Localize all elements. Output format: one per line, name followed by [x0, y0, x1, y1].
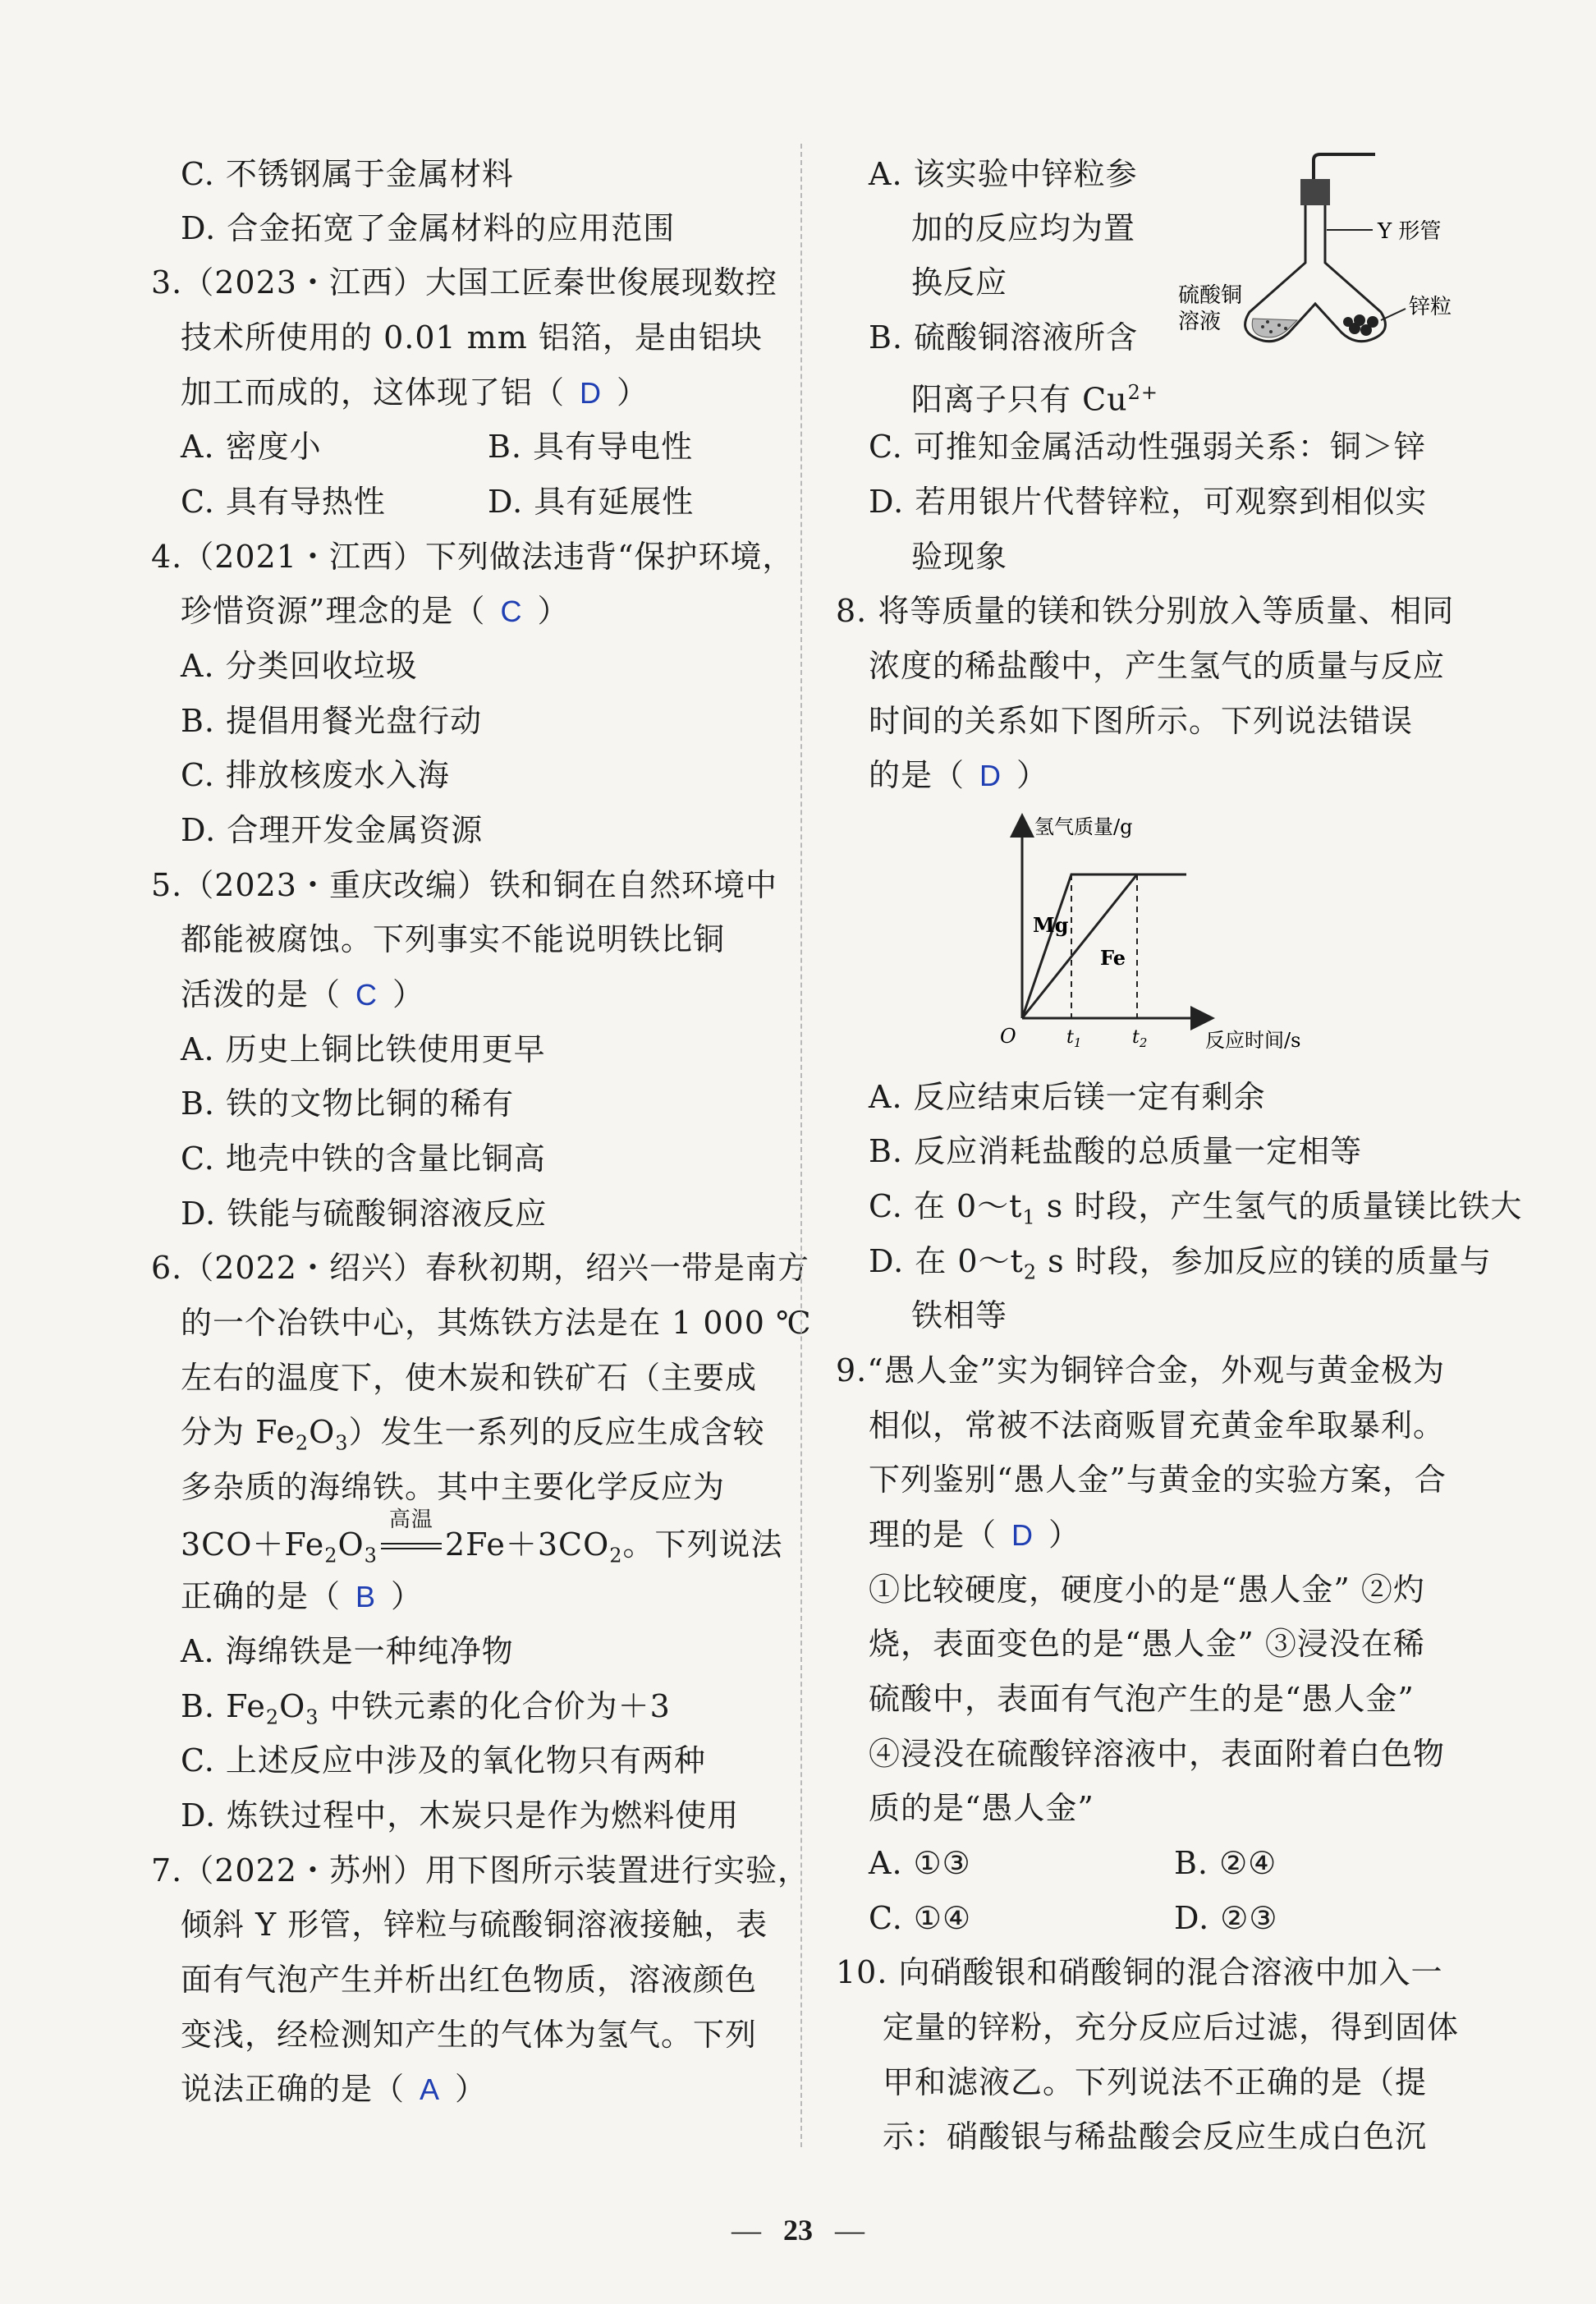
y-tube-apparatus	[1174, 148, 1470, 361]
q7-option-a: 加的反应均为置	[911, 210, 1136, 246]
q5-option-a: A. 历史上铜比铁使用更早	[181, 1031, 546, 1067]
series-label-fe: Fe	[1100, 946, 1126, 970]
q8-stem: 的是（ D ）	[869, 757, 1049, 793]
q7-option-a: 换反应	[911, 264, 1008, 301]
q10-stem: 甲和滤液乙。下列说法不正确的是（提	[883, 2064, 1428, 2100]
label-cuso4: 溶液	[1178, 310, 1222, 334]
q5-stem: 活泼的是（ C ）	[181, 976, 425, 1012]
q6-stem: 的一个冶铁中心，其炼铁方法是在 1 000 ℃	[181, 1305, 812, 1341]
q8-answer: D	[979, 759, 1002, 792]
q9-option-a: A. ①③	[869, 1845, 971, 1881]
q7-answer: A	[420, 2072, 441, 2106]
q7-option-d: D. 若用银片代替锌粒，可观察到相似实	[869, 484, 1428, 520]
q4-answer: C	[500, 594, 523, 628]
q3-stem: 技术所使用的 0.01 mm 铝箔，是由铝块	[181, 319, 763, 356]
q7-option-b: 阳离子只有 $Cu^{2+}$	[911, 381, 1159, 418]
label-zinc: 锌粒	[1409, 295, 1452, 319]
q7-option-d: 验现象	[911, 539, 1008, 575]
q4-stem: 珍惜资源”理念的是（ C ）	[181, 593, 570, 629]
q5-option-d: D. 铁能与硫酸铜溶液反应	[181, 1196, 548, 1232]
q9-statement: 烧，表面变色的是“愚人金” ③浸没在稀	[869, 1626, 1425, 1662]
q7-stem: 说法正确的是（ A ）	[181, 2071, 488, 2107]
x-tick-t1: $t_1$	[1066, 1027, 1082, 1050]
q6-answer: B	[355, 1580, 377, 1613]
q8-stem: 时间的关系如下图所示。下列说法错误	[869, 703, 1414, 739]
q5-stem: 5.（2023・重庆改编）铁和铜在自然环境中	[151, 867, 777, 903]
q9-option-c: C. ①④	[869, 1900, 972, 1936]
q3-option-d: D. 具有延展性	[488, 484, 695, 520]
q9-stem: 理的是（ D ）	[869, 1517, 1081, 1553]
q7-option-b: B. 硫酸铜溶液所含	[869, 319, 1139, 356]
q6-equation: $3CO+Fe_2O_3$ 高温 $2Fe+3CO_2$。下列说法	[181, 1508, 783, 1567]
page-number: — 23 —	[732, 2214, 864, 2247]
q3-answer: D	[580, 376, 603, 410]
q5-answer: C	[355, 978, 378, 1012]
q9-stem: 下列鉴别“愚人金”与黄金的实验方案，合	[869, 1462, 1447, 1498]
q10-stem: 示：硝酸银与稀盐酸会反应生成白色沉	[883, 2118, 1428, 2155]
q6-option-b: B. $Fe_2O_3$ 中铁元素的化合价为＋3	[181, 1688, 671, 1729]
series-label-mg: Mg	[1033, 913, 1069, 937]
q5-stem: 都能被腐蚀。下列事实不能说明铁比铜	[181, 921, 726, 957]
q9-statement: 质的是“愚人金”	[869, 1790, 1094, 1826]
q9-option-d: D. ②③	[1174, 1900, 1278, 1936]
q9-answer: D	[1011, 1518, 1034, 1552]
q10-stem: 定量的锌粉，充分反应后过滤，得到固体	[883, 2009, 1460, 2045]
reaction-condition: 高温	[378, 1525, 445, 1564]
q6-stem: 多杂质的海绵铁。其中主要化学反应为	[181, 1469, 726, 1505]
q4-stem: 4.（2021・江西）下列做法违背“保护环境，	[151, 539, 795, 575]
q3-stem: 加工而成的，这体现了铝（ D ）	[181, 374, 649, 411]
q6-option-a: A. 海绵铁是一种纯净物	[181, 1633, 514, 1669]
label-y-tube: Y 形管	[1378, 219, 1442, 244]
q5-option-c: C. 地壳中铁的含量比铜高	[181, 1141, 546, 1177]
q8-stem: 浓度的稀盐酸中，产生氢气的质量与反应	[869, 648, 1446, 684]
q6-stem: 6.（2022・绍兴）春秋初期，绍兴一带是南方	[151, 1250, 809, 1286]
x-tick-t2: $t_2$	[1132, 1027, 1148, 1050]
q4-option-c: C. 排放核废水入海	[181, 757, 450, 793]
q3-option-c: C. 具有导热性	[181, 484, 386, 520]
q9-stem: 相似，常被不法商贩冒充黄金牟取暴利。	[869, 1407, 1446, 1443]
q9-option-b: B. ②④	[1174, 1845, 1277, 1881]
column-divider	[800, 144, 802, 2147]
q6-stem: 分为 $Fe_2O_3$）发生一系列的反应生成含较	[181, 1414, 765, 1455]
origin-label: O	[1000, 1025, 1016, 1048]
q8-option-a: A. 反应结束后镁一定有剩余	[869, 1079, 1266, 1115]
q6-stem: 左右的温度下，使木炭和铁矿石（主要成	[181, 1360, 758, 1396]
q8-option-d: D. 在 $0\sim t_2$ s 时段，参加反应的镁的质量与	[869, 1243, 1492, 1284]
q4-option-b: B. 提倡用餐光盘行动	[181, 703, 483, 739]
hydrogen-mass-chart	[985, 809, 1330, 1055]
label-cuso4: 硫酸铜	[1178, 283, 1243, 308]
y-axis-label: 氢气质量/g	[1034, 815, 1133, 838]
q9-statement: 硫酸中，表面有气泡产生的是“愚人金”	[869, 1681, 1415, 1717]
q7-option-c: C. 可推知金属活动性强弱关系：铜＞锌	[869, 429, 1426, 465]
q2-option-d: D. 合金拓宽了金属材料的应用范围	[181, 210, 676, 246]
q2-option-c: C. 不锈钢属于金属材料	[181, 156, 514, 192]
q7-stem: 倾斜 Y 形管，锌粒与硫酸铜溶液接触，表	[181, 1907, 768, 1943]
q3-stem: 3.（2023・江西）大国工匠秦世俊展现数控	[151, 264, 777, 301]
q6-option-d: D. 炼铁过程中，木炭只是作为燃料使用	[181, 1797, 740, 1834]
q6-option-c: C. 上述反应中涉及的氧化物只有两种	[181, 1742, 706, 1778]
q3-option-a: A. 密度小	[181, 429, 322, 465]
x-axis-label: 反应时间/s	[1205, 1029, 1301, 1052]
q7-stem: 变浅，经检测知产生的气体为氢气。下列	[181, 2017, 758, 2053]
q10-stem: 10. 向硝酸银和硝酸铜的混合溶液中加入一	[836, 1954, 1443, 1990]
q3-option-b: B. 具有导电性	[488, 429, 694, 465]
q6-stem: 正确的是（ B ）	[181, 1578, 424, 1614]
q7-stem: 面有气泡产生并析出红色物质，溶液颜色	[181, 1962, 758, 1998]
q8-stem: 8. 将等质量的镁和铁分别放入等质量、相同	[836, 593, 1455, 629]
q8-option-c: C. 在 $0\sim t_1$ s 时段，产生氢气的质量镁比铁大	[869, 1188, 1523, 1229]
q7-stem: 7.（2022・苏州）用下图所示装置进行实验，	[151, 1852, 809, 1889]
q7-option-a: A. 该实验中锌粒参	[869, 156, 1138, 192]
q9-statement: ④浸没在硫酸锌溶液中，表面附着白色物	[869, 1736, 1446, 1772]
q9-stem: 9.“愚人金”实为铜锌合金，外观与黄金极为	[836, 1352, 1446, 1388]
q5-option-b: B. 铁的文物比铜的稀有	[181, 1085, 515, 1122]
q8-option-b: B. 反应消耗盐酸的总质量一定相等	[869, 1133, 1363, 1169]
q9-statement: ①比较硬度，硬度小的是“愚人金” ②灼	[869, 1572, 1425, 1608]
q4-option-d: D. 合理开发金属资源	[181, 812, 484, 848]
q4-option-a: A. 分类回收垃圾	[181, 648, 418, 684]
q8-option-d: 铁相等	[911, 1297, 1008, 1333]
